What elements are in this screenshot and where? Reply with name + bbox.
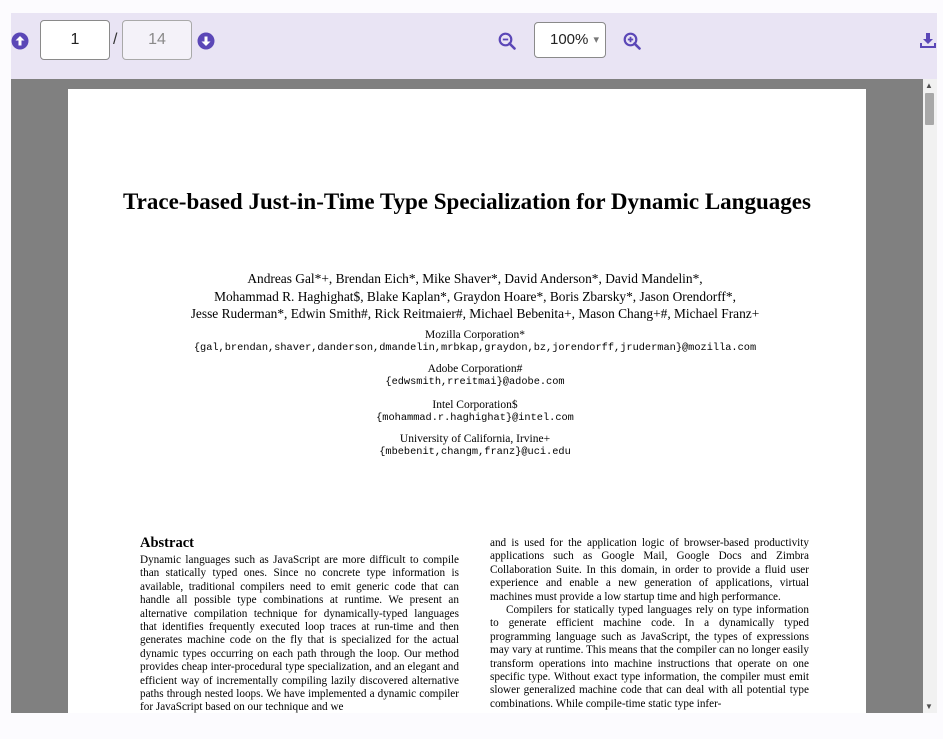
zoom-select[interactable]	[534, 22, 606, 58]
next-page-icon[interactable]	[197, 32, 215, 50]
page-separator: /	[113, 31, 118, 48]
affiliation	[68, 399, 882, 425]
pdf-page	[68, 89, 866, 713]
author-list	[68, 270, 882, 323]
document-title: Trace-based Just-in-Time Type Specialization for Dynamic Languages	[123, 189, 811, 214]
author-line: Mohammad R. Haghighat$, Blake Kaplan*, Graydon Hoare*, Boris Zbarsky*, Jason Orendorff*,	[214, 288, 736, 304]
affiliation	[68, 363, 882, 389]
affiliation-name: University of California, Irvine+	[399, 433, 551, 445]
previous-page-icon[interactable]	[11, 32, 29, 50]
intro-column	[490, 537, 809, 711]
scroll-up-icon[interactable]: ▲	[925, 81, 933, 90]
page-number-input[interactable]: 1	[40, 20, 110, 60]
chevron-down-icon: ▾	[593, 34, 599, 46]
affiliation-name: Adobe Corporation#	[427, 363, 523, 375]
affiliation-name: Mozilla Corporation*	[425, 329, 525, 341]
intro-paragraph: and is used for the application logic of browser-based productivity applications such as Google Mail, Google Docs and Zimbra Collaboration Suite. In this domain, in order to provide a fluid user experience and enable a new generation of applications, virtual machines must provide a low startup time and high performance.	[490, 537, 809, 603]
affiliation-email: {mohammad.r.haghighat}@intel.com	[376, 412, 574, 424]
document-viewer[interactable]	[11, 79, 923, 713]
affiliation-email: {edwsmith,rreitmai}@adobe.com	[385, 376, 565, 388]
affiliation-name: Intel Corporation$	[432, 399, 518, 411]
abstract-text: Dynamic languages such as JavaScript are more difficult to compile than statically typed ones. Since no concrete type information is available, traditional compilers need to emit generic code that can handle all possible type combinations at runtime. We present an alternative compilation technique for dynamically-typed languages that identifies frequently executed loop traces at run-time and then generates machine code on the fly that is specialized for the actual dynamic types occurring on each path through the loop. Our method provides cheap inter-procedural type specialization, and an elegant and efficient way of incrementally compiling lazily discovered alternative paths through nested loops. We have implemented a dynamic compiler for JavaScript based on our technique and we	[140, 554, 459, 713]
author-line: Andreas Gal*+, Brendan Eich*, Mike Shaver*, David Anderson*, David Mandelin*,	[247, 271, 703, 286]
zoom-out-icon[interactable]	[498, 32, 516, 50]
affiliation	[68, 433, 882, 459]
affiliation	[68, 329, 882, 355]
scrollbar-thumb[interactable]	[925, 93, 934, 125]
download-icon[interactable]	[919, 32, 937, 50]
affiliation-email: {gal,brendan,shaver,danderson,dmandelin,mrbkap,graydon,bz,jorendorff,jruderman}@mozilla.com	[193, 342, 757, 354]
abstract-column	[140, 535, 459, 713]
abstract-heading: Abstract	[140, 535, 194, 551]
intro-paragraph: Compilers for statically typed languages rely on type information to generate efficient machine code. In a dynamically typed programming language such as JavaScript, the types of expressions may vary at runtime. This means that the compiler can no longer easily transform operations into machine instructions that operate on one specific type. Without exact type information, the compiler must emit slower generalized machine code that can deal with all potential type combinations. While compile-time static type infer-	[490, 604, 809, 710]
affiliation-email: {mbebenit,changm,franz}@uci.edu	[379, 446, 571, 458]
author-line: Jesse Ruderman*, Edwin Smith#, Rick Reitmaier#, Michael Bebenita+, Mason Chang+#, Michael Franz+	[190, 306, 760, 321]
vertical-scrollbar[interactable]	[923, 79, 937, 713]
scroll-down-icon[interactable]: ▼	[925, 702, 933, 711]
page-total-field: 14	[122, 20, 192, 60]
zoom-in-icon[interactable]	[623, 32, 641, 50]
zoom-value: 100%	[550, 31, 589, 48]
